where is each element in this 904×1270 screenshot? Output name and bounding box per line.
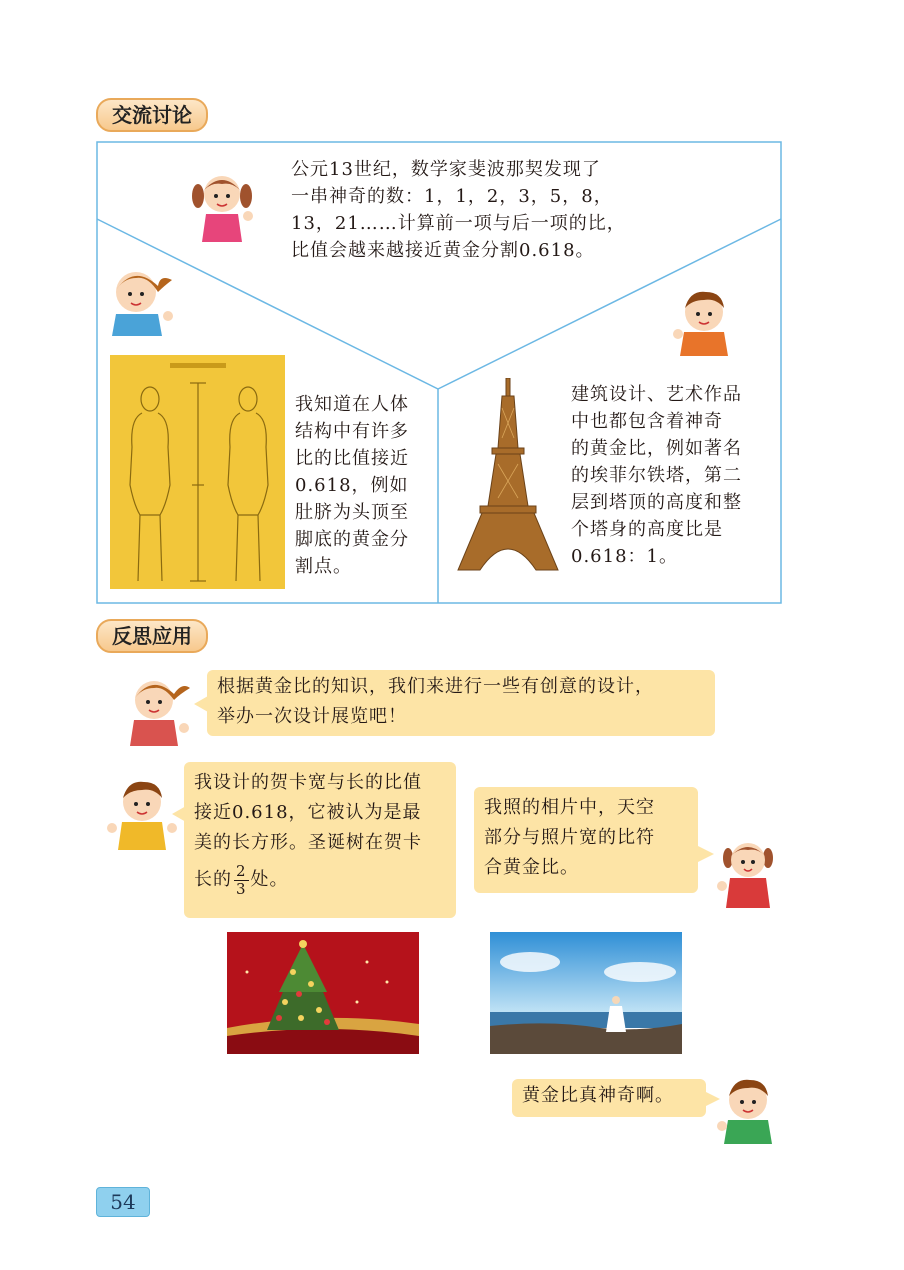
body-text-line: 结构中有许多 — [295, 421, 409, 442]
eiffel-tower-image — [456, 378, 560, 572]
intro-text-line: 举办一次设计展览吧！ — [217, 706, 407, 727]
bubble-tail — [194, 696, 208, 712]
fibonacci-text-line: 一串神奇的数：1，1，2，3，5，8， — [291, 186, 613, 207]
photo-text-line: 我照的相片中，天空 — [484, 797, 655, 818]
girl-with-ponytail-icon — [104, 266, 178, 336]
tower-text-line: 层到塔顶的高度和整 — [571, 492, 742, 513]
beach-photo-image — [490, 932, 682, 1054]
body-text-line: 0.618，例如 — [295, 475, 409, 496]
section-tag-reflection: 反思应用 — [96, 619, 208, 653]
photo-text-line: 合黄金比。 — [484, 857, 579, 878]
amazing-text: 黄金比真神奇啊。 — [522, 1085, 674, 1106]
girl-pointing-icon — [122, 676, 196, 746]
tower-text-line: 建筑设计、艺术作品 — [571, 384, 742, 405]
card-text-line: 接近0.618，它被认为是最 — [194, 802, 422, 823]
girl-character-icon — [188, 170, 258, 242]
fibonacci-text-line: 13，21……计算前一项与后一项的比， — [291, 213, 626, 234]
card-text-line: 我设计的贺卡宽与长的比值 — [194, 772, 422, 793]
tower-text-line: 个塔身的高度比是 — [571, 519, 723, 540]
amazing-speech-bubble — [512, 1079, 706, 1117]
body-text-line: 我知道在人体 — [295, 394, 409, 415]
card-speech-bubble — [184, 762, 456, 918]
card-text-line: 美的长方形。圣诞树在贺卡 — [194, 832, 422, 853]
fibonacci-text-line: 公元13世纪，数学家斐波那契发现了 — [291, 159, 601, 180]
fibonacci-text-line: 比值会越来越接近黄金分割0.618。 — [291, 240, 595, 261]
bubble-tail — [698, 846, 714, 862]
intro-speech-bubble — [207, 670, 715, 736]
boy-cheering-icon — [104, 778, 178, 850]
tower-text-line: 的黄金比，例如著名 — [571, 438, 742, 459]
body-text-line: 肚脐为头顶至 — [295, 502, 409, 523]
tower-text-line: 0.618：1。 — [571, 546, 678, 567]
fraction-two-thirds: $\frac{2}{3}$ — [236, 861, 247, 898]
photo-speech-bubble — [474, 787, 698, 893]
human-body-proportion-image — [110, 355, 285, 589]
photo-text-line: 部分与照片宽的比符 — [484, 827, 655, 848]
intro-text-line: 根据黄金比的知识，我们来进行一些有创意的设计， — [217, 676, 654, 697]
girl-character-right-icon — [716, 836, 780, 908]
card-text-last-line: 长的 $\frac{2}{3}$ 处。 — [194, 861, 289, 898]
boy-character-icon — [670, 288, 736, 356]
christmas-card-image — [227, 932, 419, 1054]
body-text-line: 割点。 — [295, 556, 352, 577]
tower-text-line: 的埃菲尔铁塔，第二 — [571, 465, 742, 486]
tower-text-line: 中也都包含着神奇 — [571, 411, 723, 432]
page-number: 54 — [96, 1187, 150, 1217]
body-text-line: 比的比值接近 — [295, 448, 409, 469]
section-tag-discussion: 交流讨论 — [96, 98, 208, 132]
boy-bottom-icon — [714, 1076, 780, 1144]
body-text-line: 脚底的黄金分 — [295, 529, 409, 550]
